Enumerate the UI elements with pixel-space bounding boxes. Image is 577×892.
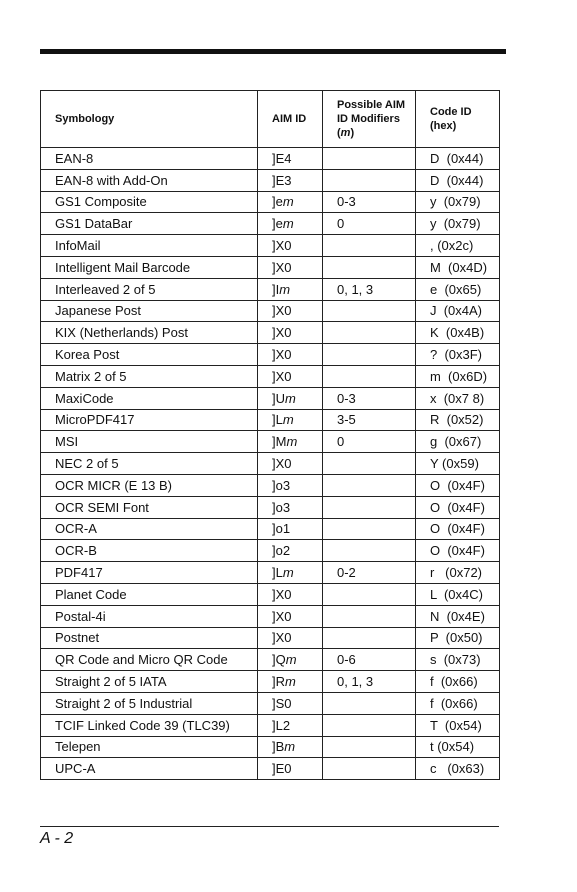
cell-symbology: Straight 2 of 5 Industrial (41, 692, 258, 714)
cell-modifiers (323, 714, 416, 736)
cell-modifiers (323, 758, 416, 780)
header-aim-id: AIM ID (258, 91, 323, 148)
symbology-table (40, 90, 500, 780)
cell-aim-id (258, 256, 323, 278)
table-row (41, 191, 500, 213)
cell-code-id: g (0x67) (416, 431, 500, 453)
aim-id-prefix: ]L (272, 412, 283, 428)
aim-id-prefix: ]o2 (272, 543, 291, 559)
cell-modifiers (323, 300, 416, 322)
table-row (41, 605, 500, 627)
cell-symbology: OCR-A (41, 518, 258, 540)
cell-code-id: N (0x4E) (416, 605, 500, 627)
cell-modifiers (323, 627, 416, 649)
cell-symbology: OCR SEMI Font (41, 496, 258, 518)
cell-symbology: Telepen (41, 736, 258, 758)
aim-id-prefix: ]E4 (272, 150, 292, 166)
cell-aim-id (258, 605, 323, 627)
cell-symbology: Korea Post (41, 344, 258, 366)
cell-symbology: MicroPDF417 (41, 409, 258, 431)
cell-code-id: T (0x54) (416, 714, 500, 736)
header-symbology: Symbology (41, 91, 258, 148)
table-row (41, 213, 500, 235)
table-row (41, 714, 500, 736)
table-row (41, 583, 500, 605)
cell-symbology: NEC 2 of 5 (41, 453, 258, 475)
table-row (41, 453, 500, 475)
cell-modifiers (323, 540, 416, 562)
cell-symbology: InfoMail (41, 235, 258, 257)
cell-code-id: J (0x4A) (416, 300, 500, 322)
table-row (41, 736, 500, 758)
cell-aim-id (258, 562, 323, 584)
cell-code-id: O (0x4F) (416, 540, 500, 562)
cell-symbology: Intelligent Mail Barcode (41, 256, 258, 278)
cell-code-id: m (0x6D) (416, 365, 500, 387)
cell-symbology: PDF417 (41, 562, 258, 584)
cell-modifiers (323, 496, 416, 518)
cell-code-id: y (0x79) (416, 213, 500, 235)
aim-id-modifier: m (282, 565, 294, 581)
aim-id-prefix: ]E3 (272, 172, 292, 188)
cell-code-id: K (0x4B) (416, 322, 500, 344)
table-row (41, 322, 500, 344)
aim-id-prefix: ]e (272, 216, 283, 232)
aim-id-prefix: ]e (272, 194, 283, 210)
aim-id-prefix: ]X0 (272, 325, 292, 341)
cell-aim-id (258, 540, 323, 562)
aim-id-modifier: m (286, 434, 298, 450)
aim-id-modifier: m (285, 674, 296, 690)
cell-code-id: D (0x44) (416, 148, 500, 170)
table-header-row (41, 91, 500, 148)
cell-symbology: OCR-B (41, 540, 258, 562)
cell-code-id: t (0x54) (416, 736, 500, 758)
table-row (41, 758, 500, 780)
top-rule (40, 49, 506, 54)
cell-modifiers (323, 148, 416, 170)
cell-code-id: O (0x4F) (416, 474, 500, 496)
cell-aim-id (258, 649, 323, 671)
cell-aim-id (258, 322, 323, 344)
cell-code-id: c (0x63) (416, 758, 500, 780)
cell-modifiers (323, 474, 416, 496)
cell-modifiers: 0-6 (323, 649, 416, 671)
aim-id-prefix: ]X0 (272, 368, 292, 384)
cell-symbology: Straight 2 of 5 IATA (41, 671, 258, 693)
aim-id-prefix: ]X0 (272, 608, 292, 624)
table-row (41, 627, 500, 649)
cell-aim-id (258, 365, 323, 387)
table-row (41, 235, 500, 257)
cell-code-id: s (0x73) (416, 649, 500, 671)
table-row (41, 300, 500, 322)
cell-symbology: Interleaved 2 of 5 (41, 278, 258, 300)
cell-modifiers (323, 583, 416, 605)
cell-aim-id (258, 431, 323, 453)
cell-symbology: MaxiCode (41, 387, 258, 409)
aim-id-prefix: ]o1 (272, 521, 291, 537)
cell-symbology: QR Code and Micro QR Code (41, 649, 258, 671)
table-row (41, 256, 500, 278)
cell-symbology: Matrix 2 of 5 (41, 365, 258, 387)
cell-modifiers (323, 736, 416, 758)
cell-modifiers (323, 235, 416, 257)
table-row (41, 409, 500, 431)
table-row (41, 344, 500, 366)
cell-symbology: Postal-4i (41, 605, 258, 627)
aim-id-prefix: ]X0 (272, 456, 292, 472)
cell-code-id: D (0x44) (416, 169, 500, 191)
cell-code-id: Y (0x59) (416, 453, 500, 475)
aim-id-prefix: ]Q (272, 652, 286, 668)
table-row (41, 671, 500, 693)
table-row (41, 692, 500, 714)
cell-symbology: GS1 Composite (41, 191, 258, 213)
cell-modifiers (323, 453, 416, 475)
cell-aim-id (258, 191, 323, 213)
aim-id-prefix: ]o3 (272, 477, 291, 493)
cell-code-id: f (0x66) (416, 671, 500, 693)
cell-aim-id (258, 235, 323, 257)
aim-id-prefix: ]L (272, 565, 283, 581)
cell-modifiers: 3-5 (323, 409, 416, 431)
cell-aim-id (258, 671, 323, 693)
cell-aim-id (258, 148, 323, 170)
cell-aim-id (258, 583, 323, 605)
header-code-id: Code ID (hex) (416, 91, 500, 148)
aim-id-prefix: ]X0 (272, 238, 292, 254)
cell-code-id: O (0x4F) (416, 496, 500, 518)
table-body (41, 148, 500, 780)
cell-aim-id (258, 496, 323, 518)
aim-id-modifier: m (282, 216, 294, 232)
cell-aim-id (258, 169, 323, 191)
aim-id-prefix: ]U (272, 390, 285, 406)
cell-modifiers: 0, 1, 3 (323, 278, 416, 300)
page-number: A - 2 (40, 830, 74, 847)
table-row (41, 365, 500, 387)
cell-code-id: f (0x66) (416, 692, 500, 714)
aim-id-prefix: ]o3 (272, 499, 291, 515)
footer-rule (40, 826, 499, 827)
aim-id-modifier: m (285, 390, 296, 406)
cell-modifiers (323, 605, 416, 627)
cell-symbology: Japanese Post (41, 300, 258, 322)
cell-symbology: Planet Code (41, 583, 258, 605)
table-row (41, 278, 500, 300)
aim-id-modifier: m (282, 194, 294, 210)
aim-id-prefix: ]M (272, 434, 287, 450)
cell-code-id: ? (0x3F) (416, 344, 500, 366)
cell-modifiers (323, 256, 416, 278)
cell-aim-id (258, 474, 323, 496)
cell-aim-id (258, 758, 323, 780)
cell-aim-id (258, 714, 323, 736)
aim-id-prefix: ]X0 (272, 259, 292, 275)
table-row (41, 518, 500, 540)
cell-modifiers (323, 322, 416, 344)
cell-aim-id (258, 453, 323, 475)
cell-modifiers: 0-3 (323, 387, 416, 409)
table-row (41, 431, 500, 453)
table-row (41, 474, 500, 496)
cell-symbology: EAN-8 (41, 148, 258, 170)
header-modifiers: Possible AIM ID Modifiers (m) (323, 91, 416, 148)
cell-aim-id (258, 692, 323, 714)
aim-id-prefix: ]X0 (272, 586, 292, 602)
aim-id-modifier: m (284, 739, 296, 755)
cell-symbology: GS1 DataBar (41, 213, 258, 235)
cell-modifiers: 0-2 (323, 562, 416, 584)
aim-id-prefix: ]X0 (272, 347, 292, 363)
aim-id-prefix: ]R (272, 674, 285, 690)
cell-symbology: MSI (41, 431, 258, 453)
cell-symbology: OCR MICR (E 13 B) (41, 474, 258, 496)
cell-modifiers (323, 518, 416, 540)
cell-modifiers: 0-3 (323, 191, 416, 213)
cell-code-id: r (0x72) (416, 562, 500, 584)
aim-id-prefix: ]E0 (272, 761, 292, 777)
cell-aim-id (258, 736, 323, 758)
cell-aim-id (258, 627, 323, 649)
cell-symbology: Postnet (41, 627, 258, 649)
cell-aim-id (258, 409, 323, 431)
aim-id-prefix: ]X0 (272, 630, 292, 646)
cell-modifiers (323, 169, 416, 191)
aim-id-prefix: ]S0 (272, 695, 292, 711)
table-row (41, 562, 500, 584)
table-row (41, 540, 500, 562)
cell-code-id: M (0x4D) (416, 256, 500, 278)
cell-modifiers: 0, 1, 3 (323, 671, 416, 693)
aim-id-modifier: m (282, 412, 294, 428)
cell-symbology: KIX (Netherlands) Post (41, 322, 258, 344)
cell-code-id: x (0x7 8) (416, 387, 500, 409)
table-row (41, 649, 500, 671)
table-row (41, 496, 500, 518)
cell-symbology: EAN-8 with Add-On (41, 169, 258, 191)
cell-code-id: L (0x4C) (416, 583, 500, 605)
cell-aim-id (258, 300, 323, 322)
cell-code-id: , (0x2c) (416, 235, 500, 257)
cell-aim-id (258, 278, 323, 300)
cell-symbology: TCIF Linked Code 39 (TLC39) (41, 714, 258, 736)
cell-code-id: e (0x65) (416, 278, 500, 300)
aim-id-modifier: m (285, 652, 297, 668)
aim-id-prefix: ]I (272, 281, 280, 297)
cell-code-id: P (0x50) (416, 627, 500, 649)
cell-modifiers (323, 365, 416, 387)
aim-id-prefix: ]L2 (272, 717, 291, 733)
table-row (41, 387, 500, 409)
cell-symbology: UPC-A (41, 758, 258, 780)
cell-modifiers (323, 344, 416, 366)
cell-code-id: y (0x79) (416, 191, 500, 213)
cell-modifiers: 0 (323, 213, 416, 235)
cell-code-id: O (0x4F) (416, 518, 500, 540)
table-row (41, 148, 500, 170)
aim-id-modifier: m (279, 281, 291, 297)
aim-id-prefix: ]X0 (272, 303, 292, 319)
cell-modifiers: 0 (323, 431, 416, 453)
cell-code-id: R (0x52) (416, 409, 500, 431)
cell-aim-id (258, 518, 323, 540)
aim-id-prefix: ]B (272, 739, 285, 755)
cell-aim-id (258, 387, 323, 409)
cell-aim-id (258, 213, 323, 235)
cell-modifiers (323, 692, 416, 714)
cell-aim-id (258, 344, 323, 366)
table-row (41, 169, 500, 191)
